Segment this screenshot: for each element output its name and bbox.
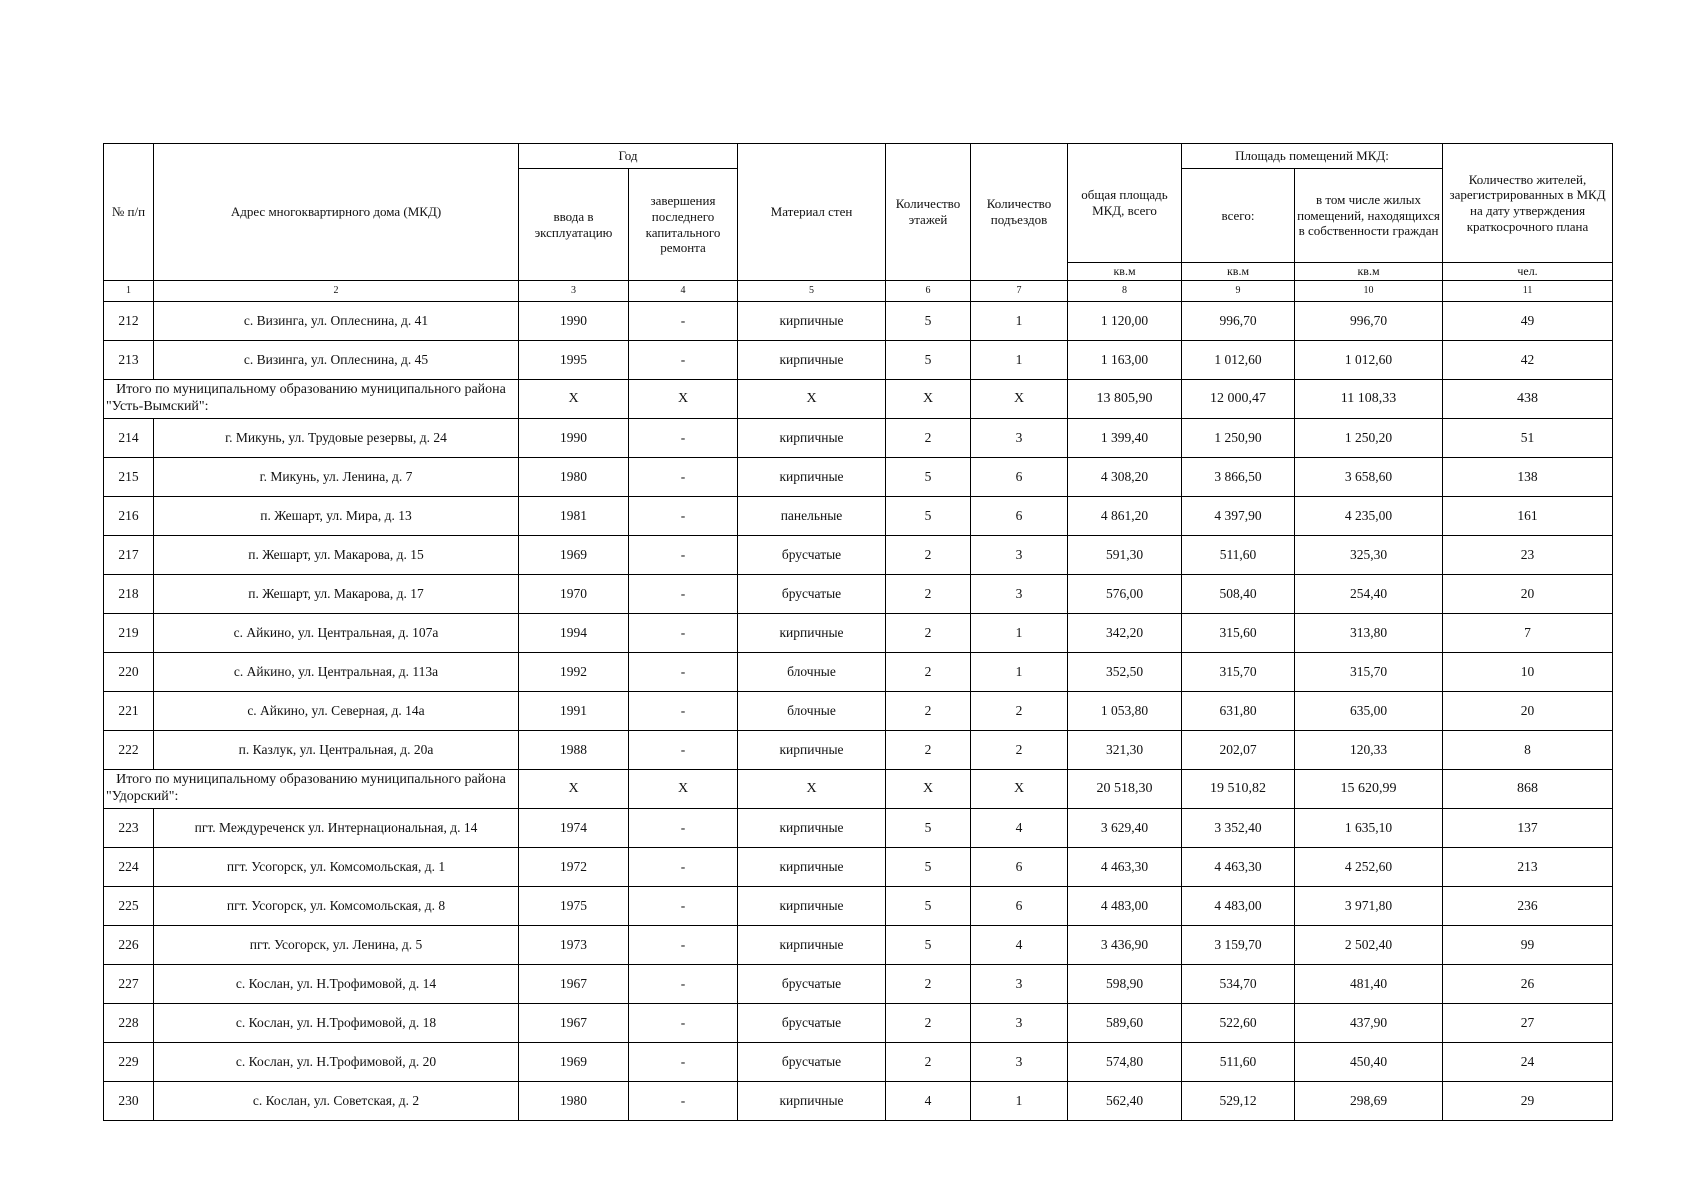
cell-total-area: 1 053,80: [1068, 692, 1182, 731]
cell-area-residential: 1 250,20: [1295, 419, 1443, 458]
cell-year-repair: -: [629, 419, 738, 458]
header-num: № п/п: [104, 144, 154, 281]
cell-floors: 5: [886, 848, 971, 887]
cell-address: п. Казлук, ул. Центральная, д. 20а: [154, 731, 519, 770]
cell-address: пгт. Усогорск, ул. Ленина, д. 5: [154, 926, 519, 965]
cell-year-commission: 1969: [519, 536, 629, 575]
cell-area-all: 631,80: [1182, 692, 1295, 731]
cell-total-area: 13 805,90: [1068, 380, 1182, 419]
cell-num: 212: [104, 302, 154, 341]
cell-area-all: 19 510,82: [1182, 770, 1295, 809]
cell-floors: 2: [886, 692, 971, 731]
cell-address: п. Жешарт, ул. Макарова, д. 15: [154, 536, 519, 575]
table-row: [104, 653, 1613, 692]
table-row: [104, 731, 1613, 770]
cell-residents: 23: [1443, 536, 1613, 575]
cell-area-all: 4 463,30: [1182, 848, 1295, 887]
cell-year-repair: -: [629, 1004, 738, 1043]
cell-wall: кирпичные: [738, 848, 886, 887]
cell-wall: блочные: [738, 653, 886, 692]
total-row: [104, 770, 1613, 809]
cell-wall: брусчатые: [738, 536, 886, 575]
cell-total-area: 4 861,20: [1068, 497, 1182, 536]
cell-residents: 868: [1443, 770, 1613, 809]
cell-area-residential: 1 012,60: [1295, 341, 1443, 380]
cell-floors: 2: [886, 536, 971, 575]
cell-year-repair: -: [629, 926, 738, 965]
cell-year-commission: 1972: [519, 848, 629, 887]
cell-total-area: 4 463,30: [1068, 848, 1182, 887]
cell-wall: брусчатые: [738, 575, 886, 614]
column-number: 2: [154, 281, 519, 302]
cell-area-all: 4 397,90: [1182, 497, 1295, 536]
table-row: [104, 887, 1613, 926]
cell-address: с. Айкино, ул. Центральная, д. 107а: [154, 614, 519, 653]
cell-entrances: 2: [971, 692, 1068, 731]
total-label: Итого по муниципальному образованию муниципального района "Удорский":: [104, 770, 519, 809]
table-row: [104, 1082, 1613, 1121]
cell-area-all: 511,60: [1182, 536, 1295, 575]
cell-total-area: 20 518,30: [1068, 770, 1182, 809]
cell-total-area: 1 399,40: [1068, 419, 1182, 458]
cell-total-area: 1 120,00: [1068, 302, 1182, 341]
cell-num: 217: [104, 536, 154, 575]
cell-entrances: 3: [971, 965, 1068, 1004]
cell-area-all: 522,60: [1182, 1004, 1295, 1043]
cell-entrances: 4: [971, 809, 1068, 848]
cell-area-all: 202,07: [1182, 731, 1295, 770]
cell-area-all: 1 012,60: [1182, 341, 1295, 380]
cell-wall: кирпичные: [738, 887, 886, 926]
cell-residents: 29: [1443, 1082, 1613, 1121]
cell-area-all: 315,60: [1182, 614, 1295, 653]
cell-area-all: 1 250,90: [1182, 419, 1295, 458]
cell-floors: 5: [886, 926, 971, 965]
cell-area-all: 511,60: [1182, 1043, 1295, 1082]
cell-area-residential: 450,40: [1295, 1043, 1443, 1082]
cell-entrances: X: [971, 380, 1068, 419]
cell-entrances: 1: [971, 1082, 1068, 1121]
cell-total-area: 598,90: [1068, 965, 1182, 1004]
cell-entrances: 6: [971, 848, 1068, 887]
header-area-residential: в том числе жилых помещений, находящихся в собственности граждан: [1295, 169, 1443, 263]
cell-total-area: 4 308,20: [1068, 458, 1182, 497]
cell-wall: брусчатые: [738, 965, 886, 1004]
housing-table: [103, 143, 1613, 1121]
column-number: 3: [519, 281, 629, 302]
cell-area-all: 508,40: [1182, 575, 1295, 614]
table-row: [104, 497, 1613, 536]
cell-area-residential: 11 108,33: [1295, 380, 1443, 419]
cell-address: пгт. Междуреченск ул. Интернациональная, д. 14: [154, 809, 519, 848]
cell-floors: X: [886, 770, 971, 809]
cell-wall: брусчатые: [738, 1043, 886, 1082]
header-entrances: Количество подъездов: [971, 144, 1068, 281]
cell-wall: X: [738, 380, 886, 419]
column-number: 9: [1182, 281, 1295, 302]
cell-year-repair: -: [629, 653, 738, 692]
cell-year-commission: 1967: [519, 965, 629, 1004]
cell-residents: 51: [1443, 419, 1613, 458]
header-residents: Количество жителей, зарегистрированных в МКД на дату утверждения краткосрочного плана: [1443, 144, 1613, 263]
cell-residents: 49: [1443, 302, 1613, 341]
cell-residents: 137: [1443, 809, 1613, 848]
cell-area-residential: 3 971,80: [1295, 887, 1443, 926]
table-row: [104, 419, 1613, 458]
header-area-all: всего:: [1182, 169, 1295, 263]
cell-area-residential: 2 502,40: [1295, 926, 1443, 965]
cell-entrances: 6: [971, 497, 1068, 536]
cell-year-commission: 1990: [519, 302, 629, 341]
cell-year-repair: -: [629, 302, 738, 341]
table-row: [104, 575, 1613, 614]
cell-wall: кирпичные: [738, 614, 886, 653]
cell-year-repair: -: [629, 1043, 738, 1082]
cell-year-repair: -: [629, 731, 738, 770]
cell-entrances: 1: [971, 341, 1068, 380]
table-row: [104, 614, 1613, 653]
cell-floors: 2: [886, 575, 971, 614]
cell-area-all: 4 483,00: [1182, 887, 1295, 926]
cell-wall: кирпичные: [738, 731, 886, 770]
cell-area-residential: 635,00: [1295, 692, 1443, 731]
header-total-area: общая площадь МКД, всего: [1068, 144, 1182, 263]
cell-area-residential: 15 620,99: [1295, 770, 1443, 809]
cell-residents: 20: [1443, 575, 1613, 614]
cell-year-commission: 1992: [519, 653, 629, 692]
unit-total-area: кв.м: [1068, 263, 1182, 281]
cell-residents: 99: [1443, 926, 1613, 965]
table-row: [104, 809, 1613, 848]
cell-floors: 5: [886, 809, 971, 848]
cell-wall: кирпичные: [738, 419, 886, 458]
cell-total-area: 4 483,00: [1068, 887, 1182, 926]
cell-area-residential: 315,70: [1295, 653, 1443, 692]
cell-num: 219: [104, 614, 154, 653]
table-row: [104, 965, 1613, 1004]
cell-residents: 20: [1443, 692, 1613, 731]
cell-residents: 213: [1443, 848, 1613, 887]
cell-residents: 10: [1443, 653, 1613, 692]
cell-floors: 5: [886, 302, 971, 341]
cell-residents: 236: [1443, 887, 1613, 926]
cell-year-commission: 1975: [519, 887, 629, 926]
cell-total-area: 3 436,90: [1068, 926, 1182, 965]
cell-wall: X: [738, 770, 886, 809]
cell-year-repair: -: [629, 809, 738, 848]
cell-year-commission: 1981: [519, 497, 629, 536]
cell-wall: панельные: [738, 497, 886, 536]
cell-year-commission: 1988: [519, 731, 629, 770]
header-floors: Количество этажей: [886, 144, 971, 281]
cell-total-area: 3 629,40: [1068, 809, 1182, 848]
cell-year-commission: 1974: [519, 809, 629, 848]
table-row: [104, 926, 1613, 965]
cell-area-all: 3 866,50: [1182, 458, 1295, 497]
cell-floors: 4: [886, 1082, 971, 1121]
cell-entrances: 1: [971, 614, 1068, 653]
cell-year-repair: -: [629, 692, 738, 731]
column-number: 6: [886, 281, 971, 302]
cell-year-repair: -: [629, 887, 738, 926]
cell-wall: брусчатые: [738, 1004, 886, 1043]
cell-total-area: 321,30: [1068, 731, 1182, 770]
cell-floors: 5: [886, 497, 971, 536]
cell-num: 221: [104, 692, 154, 731]
cell-area-all: 3 159,70: [1182, 926, 1295, 965]
cell-address: пгт. Усогорск, ул. Комсомольская, д. 1: [154, 848, 519, 887]
cell-year-repair: -: [629, 497, 738, 536]
cell-address: п. Жешарт, ул. Макарова, д. 17: [154, 575, 519, 614]
cell-entrances: 1: [971, 653, 1068, 692]
cell-floors: 2: [886, 653, 971, 692]
cell-total-area: 352,50: [1068, 653, 1182, 692]
column-number: 10: [1295, 281, 1443, 302]
cell-year-commission: 1969: [519, 1043, 629, 1082]
cell-floors: 2: [886, 965, 971, 1004]
cell-entrances: 1: [971, 302, 1068, 341]
cell-area-residential: 313,80: [1295, 614, 1443, 653]
cell-address: п. Жешарт, ул. Мира, д. 13: [154, 497, 519, 536]
cell-address: с. Кослан, ул. Н.Трофимовой, д. 14: [154, 965, 519, 1004]
cell-num: 218: [104, 575, 154, 614]
table-row: [104, 341, 1613, 380]
cell-num: 223: [104, 809, 154, 848]
cell-entrances: 3: [971, 536, 1068, 575]
cell-residents: 42: [1443, 341, 1613, 380]
cell-year-repair: X: [629, 770, 738, 809]
cell-year-commission: 1967: [519, 1004, 629, 1043]
cell-entrances: 3: [971, 575, 1068, 614]
cell-entrances: 2: [971, 731, 1068, 770]
cell-year-commission: 1991: [519, 692, 629, 731]
cell-num: 214: [104, 419, 154, 458]
unit-area-all: кв.м: [1182, 263, 1295, 281]
cell-num: 213: [104, 341, 154, 380]
table-row: [104, 536, 1613, 575]
cell-year-commission: 1973: [519, 926, 629, 965]
cell-year-commission: 1980: [519, 458, 629, 497]
cell-wall: кирпичные: [738, 458, 886, 497]
cell-total-area: 574,80: [1068, 1043, 1182, 1082]
cell-num: 216: [104, 497, 154, 536]
cell-wall: кирпичные: [738, 809, 886, 848]
header-address: Адрес многоквартирного дома (МКД): [154, 144, 519, 281]
column-number-row: [104, 281, 1613, 302]
cell-entrances: 3: [971, 1004, 1068, 1043]
cell-residents: 24: [1443, 1043, 1613, 1082]
cell-total-area: 589,60: [1068, 1004, 1182, 1043]
cell-area-residential: 120,33: [1295, 731, 1443, 770]
cell-floors: 2: [886, 1043, 971, 1082]
cell-num: 226: [104, 926, 154, 965]
cell-area-residential: 3 658,60: [1295, 458, 1443, 497]
cell-total-area: 576,00: [1068, 575, 1182, 614]
header-year: Год: [519, 144, 738, 169]
cell-area-residential: 298,69: [1295, 1082, 1443, 1121]
cell-num: 220: [104, 653, 154, 692]
cell-residents: 8: [1443, 731, 1613, 770]
cell-wall: кирпичные: [738, 926, 886, 965]
cell-area-all: 315,70: [1182, 653, 1295, 692]
cell-year-repair: -: [629, 341, 738, 380]
cell-year-commission: 1995: [519, 341, 629, 380]
table-row: [104, 1004, 1613, 1043]
column-number: 5: [738, 281, 886, 302]
header-wall: Материал стен: [738, 144, 886, 281]
cell-num: 224: [104, 848, 154, 887]
cell-area-residential: 481,40: [1295, 965, 1443, 1004]
cell-floors: 2: [886, 1004, 971, 1043]
cell-area-residential: 254,40: [1295, 575, 1443, 614]
cell-area-all: 996,70: [1182, 302, 1295, 341]
cell-floors: X: [886, 380, 971, 419]
cell-area-all: 534,70: [1182, 965, 1295, 1004]
cell-total-area: 591,30: [1068, 536, 1182, 575]
column-number: 4: [629, 281, 738, 302]
cell-num: 227: [104, 965, 154, 1004]
cell-year-repair: -: [629, 536, 738, 575]
cell-total-area: 342,20: [1068, 614, 1182, 653]
table-row: [104, 1043, 1613, 1082]
cell-residents: 138: [1443, 458, 1613, 497]
cell-year-commission: 1990: [519, 419, 629, 458]
cell-area-residential: 437,90: [1295, 1004, 1443, 1043]
cell-residents: 27: [1443, 1004, 1613, 1043]
cell-area-residential: 4 235,00: [1295, 497, 1443, 536]
cell-address: с. Айкино, ул. Северная, д. 14а: [154, 692, 519, 731]
cell-address: с. Айкино, ул. Центральная, д. 113а: [154, 653, 519, 692]
cell-num: 215: [104, 458, 154, 497]
cell-address: с. Кослан, ул. Н.Трофимовой, д. 20: [154, 1043, 519, 1082]
cell-residents: 26: [1443, 965, 1613, 1004]
cell-area-all: 529,12: [1182, 1082, 1295, 1121]
cell-area-residential: 325,30: [1295, 536, 1443, 575]
header-premises-area: Площадь помещений МКД:: [1182, 144, 1443, 169]
cell-num: 230: [104, 1082, 154, 1121]
cell-entrances: 4: [971, 926, 1068, 965]
cell-year-commission: X: [519, 380, 629, 419]
cell-residents: 7: [1443, 614, 1613, 653]
cell-area-all: 12 000,47: [1182, 380, 1295, 419]
cell-address: с. Кослан, ул. Советская, д. 2: [154, 1082, 519, 1121]
cell-wall: кирпичные: [738, 302, 886, 341]
cell-year-repair: -: [629, 1082, 738, 1121]
cell-total-area: 562,40: [1068, 1082, 1182, 1121]
table-row: [104, 848, 1613, 887]
cell-year-commission: X: [519, 770, 629, 809]
cell-address: г. Микунь, ул. Ленина, д. 7: [154, 458, 519, 497]
cell-year-repair: -: [629, 614, 738, 653]
cell-area-all: 3 352,40: [1182, 809, 1295, 848]
total-label: Итого по муниципальному образованию муниципального района "Усть-Вымский":: [104, 380, 519, 419]
cell-floors: 2: [886, 419, 971, 458]
cell-floors: 2: [886, 614, 971, 653]
cell-year-repair: -: [629, 848, 738, 887]
cell-num: 228: [104, 1004, 154, 1043]
cell-area-residential: 996,70: [1295, 302, 1443, 341]
header-year-commission: ввода в эксплуатацию: [519, 169, 629, 281]
cell-floors: 5: [886, 341, 971, 380]
cell-year-commission: 1970: [519, 575, 629, 614]
cell-address: с. Визинга, ул. Оплеснина, д. 45: [154, 341, 519, 380]
cell-entrances: 6: [971, 458, 1068, 497]
column-number: 1: [104, 281, 154, 302]
table-body: [104, 302, 1613, 1121]
cell-num: 222: [104, 731, 154, 770]
table-row: [104, 692, 1613, 731]
cell-floors: 2: [886, 731, 971, 770]
cell-floors: 5: [886, 887, 971, 926]
column-number: 8: [1068, 281, 1182, 302]
table-row: [104, 458, 1613, 497]
cell-floors: 5: [886, 458, 971, 497]
table-row: [104, 302, 1613, 341]
cell-num: 229: [104, 1043, 154, 1082]
cell-area-residential: 4 252,60: [1295, 848, 1443, 887]
unit-area-residential: кв.м: [1295, 263, 1443, 281]
cell-year-repair: X: [629, 380, 738, 419]
cell-num: 225: [104, 887, 154, 926]
cell-residents: 438: [1443, 380, 1613, 419]
cell-year-repair: -: [629, 575, 738, 614]
cell-total-area: 1 163,00: [1068, 341, 1182, 380]
cell-address: с. Визинга, ул. Оплеснина, д. 41: [154, 302, 519, 341]
cell-address: пгт. Усогорск, ул. Комсомольская, д. 8: [154, 887, 519, 926]
cell-address: г. Микунь, ул. Трудовые резервы, д. 24: [154, 419, 519, 458]
cell-residents: 161: [1443, 497, 1613, 536]
cell-year-repair: -: [629, 965, 738, 1004]
cell-entrances: 3: [971, 419, 1068, 458]
cell-year-repair: -: [629, 458, 738, 497]
cell-entrances: 6: [971, 887, 1068, 926]
cell-year-commission: 1994: [519, 614, 629, 653]
cell-wall: блочные: [738, 692, 886, 731]
cell-entrances: X: [971, 770, 1068, 809]
header-year-repair: завершения последнего капитального ремонта: [629, 169, 738, 281]
cell-wall: кирпичные: [738, 1082, 886, 1121]
column-number: 7: [971, 281, 1068, 302]
cell-entrances: 3: [971, 1043, 1068, 1082]
column-number: 11: [1443, 281, 1613, 302]
cell-year-commission: 1980: [519, 1082, 629, 1121]
cell-wall: кирпичные: [738, 341, 886, 380]
cell-address: с. Кослан, ул. Н.Трофимовой, д. 18: [154, 1004, 519, 1043]
unit-residents: чел.: [1443, 263, 1613, 281]
total-row: [104, 380, 1613, 419]
cell-area-residential: 1 635,10: [1295, 809, 1443, 848]
